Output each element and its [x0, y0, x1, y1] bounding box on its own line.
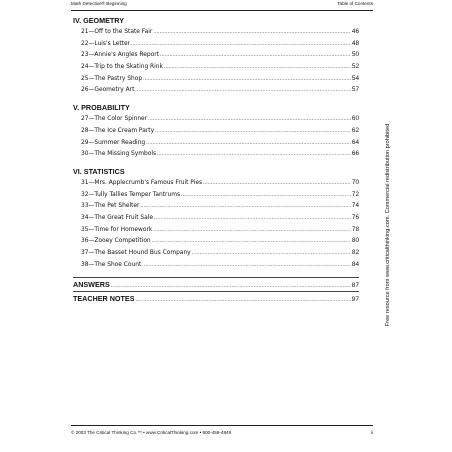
toc-entry-page: 97: [351, 296, 359, 304]
toc-entry-page: 82: [351, 249, 359, 256]
toc-entry-title: 27—The Color Spinner: [81, 116, 148, 123]
section-heading: V. PROBABILITY: [73, 103, 130, 113]
toc-entry-page: 76: [351, 213, 359, 221]
toc-entry-title: ANSWERS: [73, 280, 110, 290]
toc-entry: [73, 200, 359, 212]
toc-entry: [73, 137, 359, 149]
header-section-title: Table of Contents: [337, 1, 373, 6]
leader-dots: [157, 149, 351, 161]
side-watermark-text: Free resource from www.criticalthinking.com. Commercial redistribution prohibited: [385, 123, 391, 327]
toc-entry: [73, 84, 359, 96]
section-heading: VI. STATISTICS: [73, 166, 125, 176]
toc-entry-title: 29—Summer Reading: [81, 139, 146, 146]
toc-entry-page: 84: [351, 260, 359, 268]
toc-entry-page: 52: [351, 63, 359, 71]
toc-answers-entry: [73, 278, 359, 291]
leader-dots: [181, 190, 351, 202]
toc-entry-page: 78: [351, 225, 359, 233]
leader-dots: [136, 294, 351, 307]
toc-teacher-notes-entry: [73, 292, 359, 305]
leader-dots: [135, 85, 350, 97]
toc-entry-title: 30—The Missing Symbols: [81, 151, 157, 158]
toc-entry-title: 22—Luis's Letter: [81, 40, 131, 47]
toc-entry: [73, 224, 359, 236]
toc-entry-title: 36—Zooey Competition: [81, 238, 151, 245]
toc-entry-page: 60: [351, 115, 359, 123]
toc-entry-page: 54: [351, 74, 359, 82]
toc-entry-title: 26—Geometry Art: [81, 87, 135, 94]
leader-dots: [192, 248, 351, 260]
leader-dots: [160, 50, 351, 62]
toc-entry-page: 87: [351, 282, 359, 290]
leader-dots: [140, 201, 350, 213]
toc-entry: [73, 26, 359, 38]
toc-section-probability: [73, 103, 359, 160]
toc-entry: [73, 113, 359, 125]
footer-copyright: © 2003 The Critical Thinking Co.™ • www.CriticalThinking.com • 800-458-4849: [71, 430, 232, 435]
toc-entry: [73, 177, 359, 189]
toc-entry-title: 35—Time for Homework: [81, 226, 153, 233]
toc-entry-page: 66: [351, 150, 359, 158]
leader-dots: [143, 74, 351, 86]
leader-dots: [146, 138, 351, 150]
leader-dots: [154, 213, 351, 225]
toc-entry-title: 34—The Great Fruit Sale: [81, 214, 154, 221]
toc-entry-page: 57: [351, 86, 359, 94]
toc-entry: [73, 73, 359, 85]
toc-entry: [73, 148, 359, 160]
toc-entry: [73, 49, 359, 61]
toc-entry-page: 46: [351, 28, 359, 35]
toc-section-statistics: [73, 167, 359, 271]
toc-section-geometry: [73, 16, 359, 96]
toc-entry-page: 70: [351, 178, 359, 186]
toc-entry-title: 38—The Shoe Count: [81, 261, 142, 268]
toc-entry: [73, 189, 359, 201]
leader-dots: [155, 126, 351, 138]
leader-dots: [111, 280, 351, 293]
toc-entry-title: 37—The Basset Hound Bus Company: [81, 250, 191, 256]
toc-entry-title: 25—The Pastry Shop: [81, 75, 143, 82]
toc-entry-page: 64: [351, 138, 359, 146]
leader-dots: [131, 39, 351, 51]
toc-entry-title: 28—The Ice Cream Party: [81, 127, 155, 134]
page-footer: [71, 425, 373, 440]
toc-entry-page: 72: [351, 190, 359, 198]
toc-entry: [73, 38, 359, 50]
toc-entry-title: 31—Mrs. Applecrumb's Famous Fruit Pies: [81, 179, 203, 186]
leader-dots: [152, 236, 351, 248]
footer-page-number: ii: [370, 430, 373, 435]
toc-entry-title: 33—The Pet Shelter: [81, 203, 140, 210]
section-heading: IV. GEOMETRY: [73, 16, 124, 25]
toc-entry: [73, 61, 359, 73]
toc-entry-title: 21—Off to the State Fair: [81, 29, 153, 35]
leader-dots: [153, 225, 351, 237]
page-header: [71, 0, 373, 11]
toc-entry-page: 80: [351, 237, 359, 245]
toc-entry-title: 32—Tully Tallies Temper Tantrums: [81, 191, 181, 198]
toc-entry: [73, 212, 359, 224]
toc-entry-page: 48: [351, 39, 359, 47]
toc-entry-title: TEACHER NOTES: [73, 294, 135, 304]
toc-entry-page: 50: [351, 51, 359, 59]
leader-dots: [164, 62, 351, 74]
toc-entry: [73, 259, 359, 271]
leader-dots: [148, 114, 351, 126]
toc-entry-title: 24—Trip to the Skating Rink: [81, 64, 163, 71]
toc-entry: [73, 125, 359, 137]
side-watermark: [383, 105, 393, 345]
leader-dots: [142, 260, 351, 272]
toc-entry-title: 23—Annie's Angles Report: [81, 52, 159, 59]
leader-dots: [203, 178, 351, 190]
toc-entry-page: 62: [351, 126, 359, 134]
header-book-title: Math Detective® Beginning: [71, 1, 127, 6]
toc-entry: [73, 235, 359, 247]
table-of-contents: [73, 16, 359, 305]
leader-dots: [153, 27, 351, 39]
toc-entry: [73, 247, 359, 259]
toc-entry-page: 74: [351, 202, 359, 210]
